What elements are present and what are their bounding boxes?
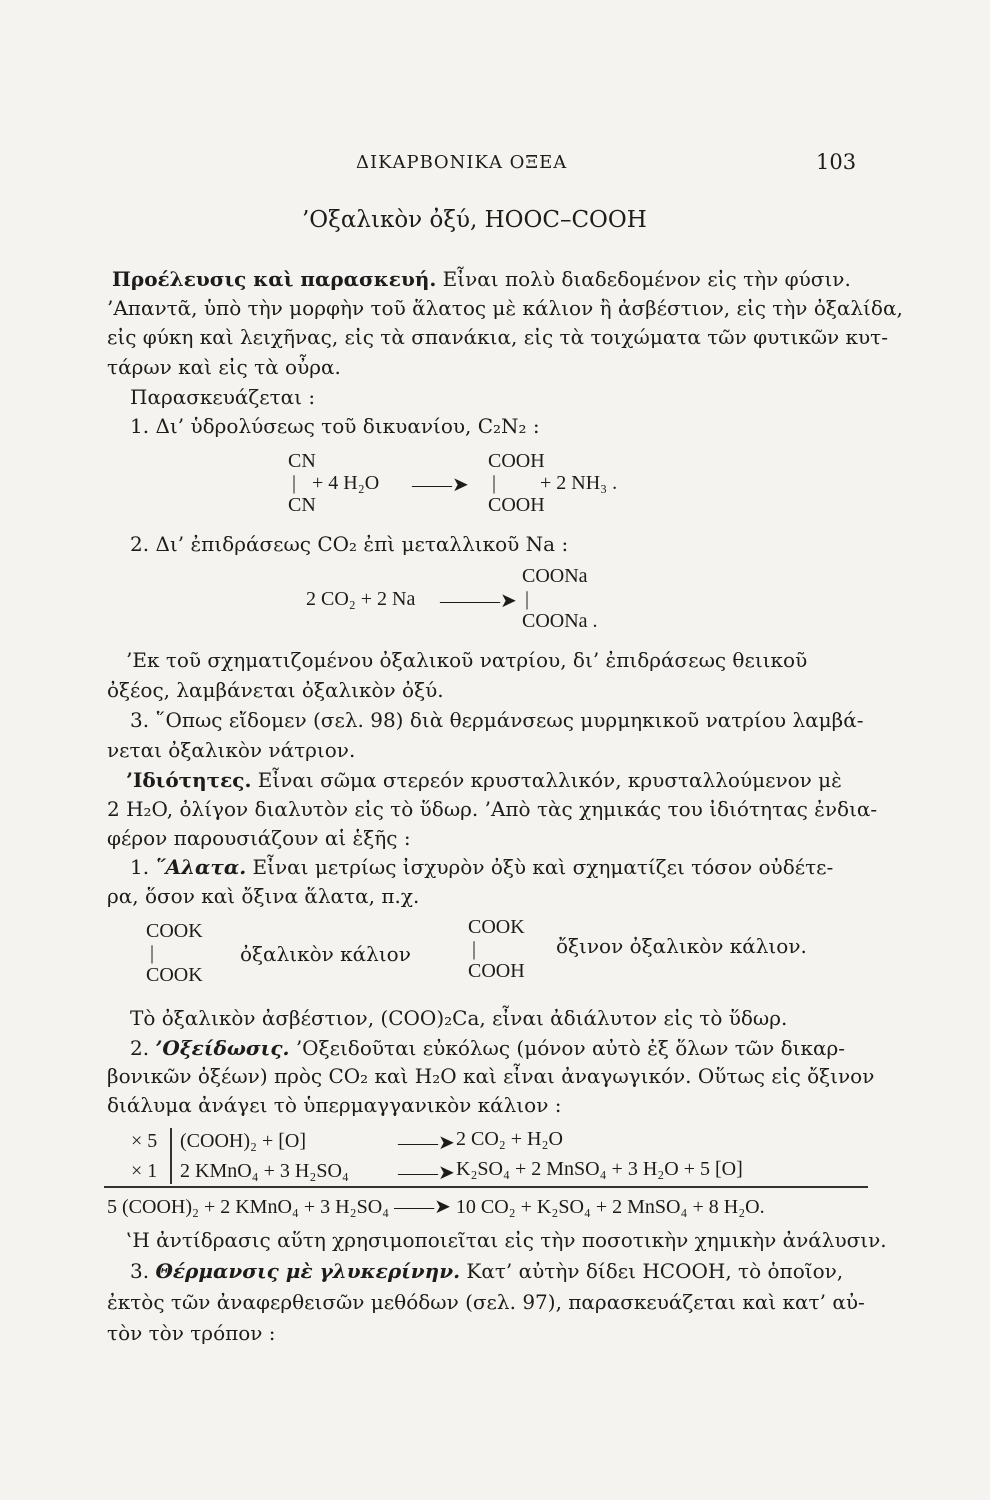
origin-line-3: εἰς φύκη καὶ λειχῆνας, εἰς τὰ σπανάκια, εἰς τὰ τοιχώματα τῶν φυτικῶν κυτ- (107, 325, 889, 349)
acid-salt-name: ὄξινον ὀξαλικὸν κάλιον. (556, 934, 807, 958)
sum-rule (104, 1186, 868, 1188)
oxidation-line-1 (130, 1036, 845, 1060)
origin-line-4: τάρων καὶ εἰς τὰ οὖρα. (107, 355, 341, 379)
oxidation-line-3: διάλυμα ἀνάγει τὸ ὑπερμαγγανικὸν κάλιον : (107, 1093, 562, 1117)
method-3-line-1: 3. ῞Οπως εἴδομεν (σελ. 98) διὰ θερμάνσεως μυρμηκικοῦ νατρίου λαμβά- (130, 708, 864, 732)
oxidation-line-1-text: ’Οξειδοῦται εὐκόλως (μόνον αὐτὸ ἐξ ὅλων τῶν δικαρ- (289, 1036, 846, 1060)
properties-line-1-text: Εἶναι σῶμα στερεόν κρυσταλλικόν, κρυσταλλούμενον μὲ (251, 768, 842, 792)
multiplier-bar (170, 1128, 172, 1184)
neutral-salt-top: COOK (146, 920, 203, 942)
cn-bottom: CN (288, 494, 316, 516)
cooh-top: COOH (488, 450, 545, 472)
salts-number: 1. (130, 855, 156, 879)
eq-2-arrow: ——➤ (398, 1162, 455, 1184)
cooh-bond: | (492, 472, 497, 494)
method-1-reagent: + 4 H₂O (312, 472, 380, 494)
running-title: ΔΙΚΑΡΒΟΝΙΚΑ ΟΞΕΑ (356, 152, 568, 173)
after-2-line-2: ὀξέος, λαμβάνεται ὀξαλικὸν ὀξύ. (107, 678, 444, 702)
eq-2-right: K₂SO₄ + 2 MnSO₄ + 3 H₂O + 5 [O] (456, 1158, 743, 1180)
sum-equation: 5 (COOH)₂ + 2 KMnO₄ + 3 H₂SO₄ ——➤ 10 CO₂ + K₂SO₄ + 2 MnSO₄ + 8 H₂O. (107, 1196, 765, 1218)
neutral-salt-name: ὀξαλικὸν κάλιον (240, 942, 411, 966)
method-1-arrow: ——➤ (412, 474, 469, 496)
heating-number: 3. (130, 1259, 156, 1283)
oxidation-number: 2. (130, 1036, 156, 1060)
properties-heading: ’Ιδιότητες. (126, 768, 252, 792)
after-2-line-1: ’Εκ τοῦ σχηματιζομένου ὀξαλικοῦ νατρίου, δι’ ἐπιδράσεως θειικοῦ (126, 648, 808, 672)
page-number: 103 (816, 150, 857, 174)
coona-bottom: COONa . (522, 610, 598, 632)
method-2-text: 2. Δι’ ἐπιδράσεως CO₂ ἐπὶ μεταλλικοῦ Na : (130, 532, 569, 556)
heating-line-1 (130, 1259, 843, 1283)
method-2-reactants: 2 CO₂ + 2 Na (306, 588, 416, 610)
section-title: ’Οξαλικὸν ὀξύ, HOOC–COOH (302, 207, 647, 233)
prep-label: Παρασκευάζεται : (130, 385, 316, 409)
acid-salt-top: COOK (468, 916, 525, 938)
eq-1-left: (COOH)₂ + [O] (180, 1130, 307, 1152)
properties-line-1 (126, 768, 842, 792)
acid-salt-bond: | (472, 938, 477, 960)
origin-line-2: ’Απαντᾶ, ὑπὸ τὴν μορφὴν τοῦ ἅλατος μὲ κάλιον ἢ ἀσβέστιον, εἰς τὴν ὀξαλίδα, (107, 296, 903, 320)
analysis-line: ‛Η ἀντίδρασις αὕτη χρησιμοποιεῖται εἰς τὴν ποσοτικὴν χημικὴν ἀνάλυσιν. (126, 1228, 887, 1252)
salts-heading: ῞Αλατα. (155, 855, 247, 879)
origin-line-1 (112, 267, 851, 291)
neutral-salt-bottom: COOK (146, 964, 203, 986)
properties-line-3: φέρον παρουσιάζουν αἱ ἑξῆς : (107, 826, 411, 850)
method-3-line-2: νεται ὀξαλικὸν νάτριον. (107, 738, 356, 762)
eq-2-multiplier: × 1 (131, 1160, 158, 1182)
cn-bond: | (292, 472, 297, 494)
acid-salt-bottom: COOH (468, 960, 525, 982)
salts-line-1-text: Εἶναι μετρίως ἰσχυρὸν ὀξὺ καὶ σχηματίζει τόσον οὐδέτε- (246, 855, 834, 879)
calcium-line: Τὸ ὀξαλικὸν ἀσβέστιον, (COO)₂Ca, εἶναι ἀδιάλυτον εἰς τὸ ὕδωρ. (130, 1006, 788, 1030)
origin-heading: Προέλευσις καὶ παρασκευή. (112, 267, 437, 291)
salts-line-1 (130, 855, 833, 879)
cn-top: CN (288, 450, 316, 472)
method-2-arrow: ———➤ (440, 590, 517, 612)
method-1-text: 1. Δι’ ὑδρολύσεως τοῦ δικυανίου, C₂N₂ : (130, 414, 540, 438)
method-1-product: + 2 NH₃ . (540, 472, 618, 494)
salts-line-2: ρα, ὅσον καὶ ὄξινα ἅλατα, π.χ. (107, 884, 420, 908)
eq-2-left: 2 KMnO₄ + 3 H₂SO₄ (180, 1160, 349, 1182)
eq-1-multiplier: × 5 (131, 1130, 158, 1152)
properties-line-2: 2 H₂O, ὀλίγον διαλυτὸν εἰς τὸ ὕδωρ. ’Απὸ τὰς χημικάς του ἰδιότητας ἐνδια- (107, 797, 878, 821)
neutral-salt-bond: | (150, 942, 155, 964)
heating-line-3: τὸν τὸν τρόπον : (107, 1321, 276, 1345)
coona-bond: | (525, 588, 530, 610)
coona-top: COONa (522, 565, 588, 587)
origin-line-1-text: Εἶναι πολὺ διαδεδομένον εἰς τὴν φύσιν. (436, 267, 851, 291)
oxidation-line-2: βονικῶν ὀξέων) πρὸς CO₂ καὶ H₂O καὶ εἶναι ἀναγωγικόν. Οὕτως εἰς ὄξινον (107, 1064, 875, 1088)
heating-heading: Θέρμανσις μὲ γλυκερίνην. (155, 1259, 461, 1283)
oxidation-heading: ’Οξείδωσις. (155, 1036, 290, 1060)
heating-line-2: ἐκτὸς τῶν ἀναφερθεισῶν μεθόδων (σελ. 97), παρασκευάζεται καὶ κατ’ αὐ- (107, 1290, 865, 1314)
eq-1-arrow: ——➤ (398, 1132, 455, 1154)
eq-1-right: 2 CO₂ + H₂O (456, 1128, 563, 1150)
heating-line-1-text: Κατ’ αὐτὴν δίδει HCOOH, τὸ ὁποῖον, (460, 1259, 844, 1283)
cooh-bottom: COOH (488, 494, 545, 516)
